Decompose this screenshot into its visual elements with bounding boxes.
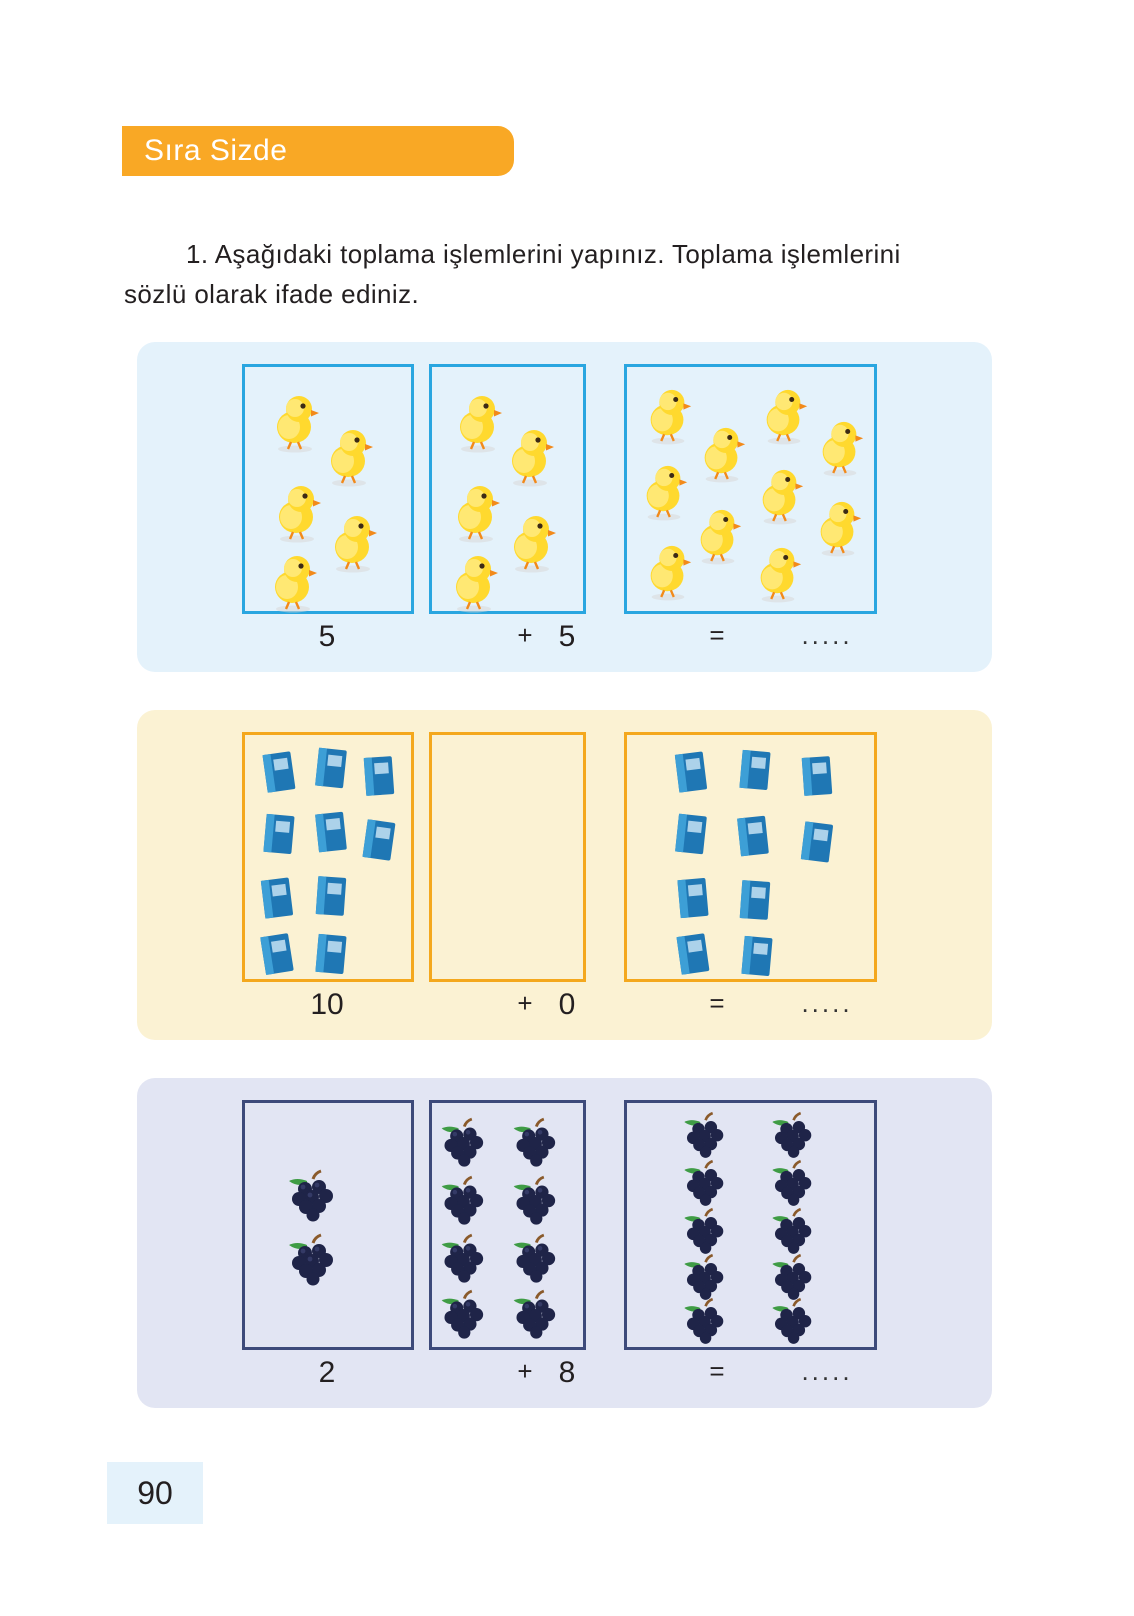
grapes-icon <box>436 1289 502 1349</box>
book-icon <box>359 817 399 868</box>
item-grid <box>245 367 411 611</box>
item-grid <box>627 735 874 979</box>
book-icon <box>259 749 299 800</box>
chick-icon <box>641 383 695 450</box>
chick-icon <box>695 421 749 488</box>
item-grid <box>627 367 874 611</box>
book-icon <box>257 875 297 926</box>
grapes-icon <box>508 1117 574 1177</box>
page-number: 90 <box>107 1462 203 1524</box>
box-group <box>137 364 992 614</box>
chick-icon <box>325 509 381 578</box>
addend-box-first <box>242 1100 414 1350</box>
sum-box <box>624 1100 877 1350</box>
chick-icon <box>811 495 865 562</box>
chick-icon <box>267 389 323 458</box>
book-icon <box>673 931 713 982</box>
grapes-icon <box>508 1289 574 1349</box>
equation-row <box>137 988 992 1032</box>
item-grid <box>245 1103 411 1347</box>
addend-box-second-empty <box>429 732 586 982</box>
chick-icon <box>751 541 805 608</box>
second-addend: 8 <box>558 1356 576 1389</box>
chick-icon <box>504 509 560 578</box>
book-icon <box>797 819 837 870</box>
second-addend: 0 <box>558 988 576 1021</box>
section-title: Sıra Sizde <box>144 134 288 167</box>
equals-sign: = <box>709 620 725 650</box>
book-icon <box>735 877 775 928</box>
chick-icon <box>502 423 558 492</box>
addend-box-second <box>429 364 586 614</box>
answer-blank[interactable]: ..... <box>801 1356 853 1386</box>
item-grid <box>627 1103 874 1347</box>
chick-icon <box>450 389 506 458</box>
answer-blank[interactable]: ..... <box>801 620 853 650</box>
answer-blank[interactable]: ..... <box>801 988 853 1018</box>
book-icon <box>359 753 399 804</box>
chick-icon <box>813 415 867 482</box>
chick-icon <box>269 479 325 548</box>
first-addend: 10 <box>310 988 344 1021</box>
plus-sign: + <box>517 620 533 650</box>
grapes-icon <box>508 1233 574 1293</box>
book-icon <box>797 753 837 804</box>
grapes-icon <box>679 1297 741 1354</box>
grapes-icon <box>436 1233 502 1293</box>
equation-row <box>137 1356 992 1400</box>
box-group <box>137 1100 992 1350</box>
item-grid-empty <box>432 735 583 979</box>
book-icon <box>311 809 351 860</box>
exercise-panel-grapes <box>137 1078 992 1408</box>
section-banner <box>122 126 514 176</box>
book-icon <box>733 813 773 864</box>
instruction-number: 1. <box>186 239 209 269</box>
chick-icon <box>321 423 377 492</box>
equals-sign: = <box>709 1356 725 1386</box>
addend-box-first <box>242 364 414 614</box>
book-icon <box>259 811 299 862</box>
book-icon <box>673 875 713 926</box>
first-addend: 5 <box>318 620 336 653</box>
equals-sign: = <box>709 988 725 1018</box>
item-grid <box>432 367 583 611</box>
plus-sign: + <box>517 988 533 1018</box>
book-icon <box>311 745 351 796</box>
first-addend: 2 <box>318 1356 336 1389</box>
book-icon <box>257 931 297 982</box>
book-icon <box>671 811 711 862</box>
chick-icon <box>448 479 504 548</box>
book-icon <box>737 933 777 984</box>
addend-box-second <box>429 1100 586 1350</box>
book-icon <box>311 931 351 982</box>
book-icon <box>671 749 711 800</box>
chick-icon <box>691 503 745 570</box>
book-icon <box>735 747 775 798</box>
chick-icon <box>753 463 807 530</box>
sum-box <box>624 732 877 982</box>
grapes-icon <box>767 1297 829 1354</box>
item-grid <box>432 1103 583 1347</box>
sum-box <box>624 364 877 614</box>
grapes-icon <box>283 1233 353 1296</box>
book-icon <box>311 873 351 924</box>
equation-row <box>137 620 992 664</box>
grapes-icon <box>436 1175 502 1235</box>
instruction-text <box>124 234 914 315</box>
item-grid <box>245 735 411 979</box>
plus-sign: + <box>517 1356 533 1386</box>
chick-icon <box>637 459 691 526</box>
chick-icon <box>757 383 811 450</box>
exercise-panel-books <box>137 710 992 1040</box>
chick-icon <box>641 539 695 606</box>
exercise-panel-chicks <box>137 342 992 672</box>
chick-icon <box>446 549 502 618</box>
box-group <box>137 732 992 982</box>
instruction-body: Aşağıdaki toplama işlemlerini yapınız. Toplama işlemlerini sözlü olarak ifade ediniz. <box>124 239 901 310</box>
second-addend: 5 <box>558 620 576 653</box>
chick-icon <box>265 549 321 618</box>
grapes-icon <box>283 1169 353 1232</box>
grapes-icon <box>508 1175 574 1235</box>
grapes-icon <box>436 1117 502 1177</box>
addend-box-first <box>242 732 414 982</box>
